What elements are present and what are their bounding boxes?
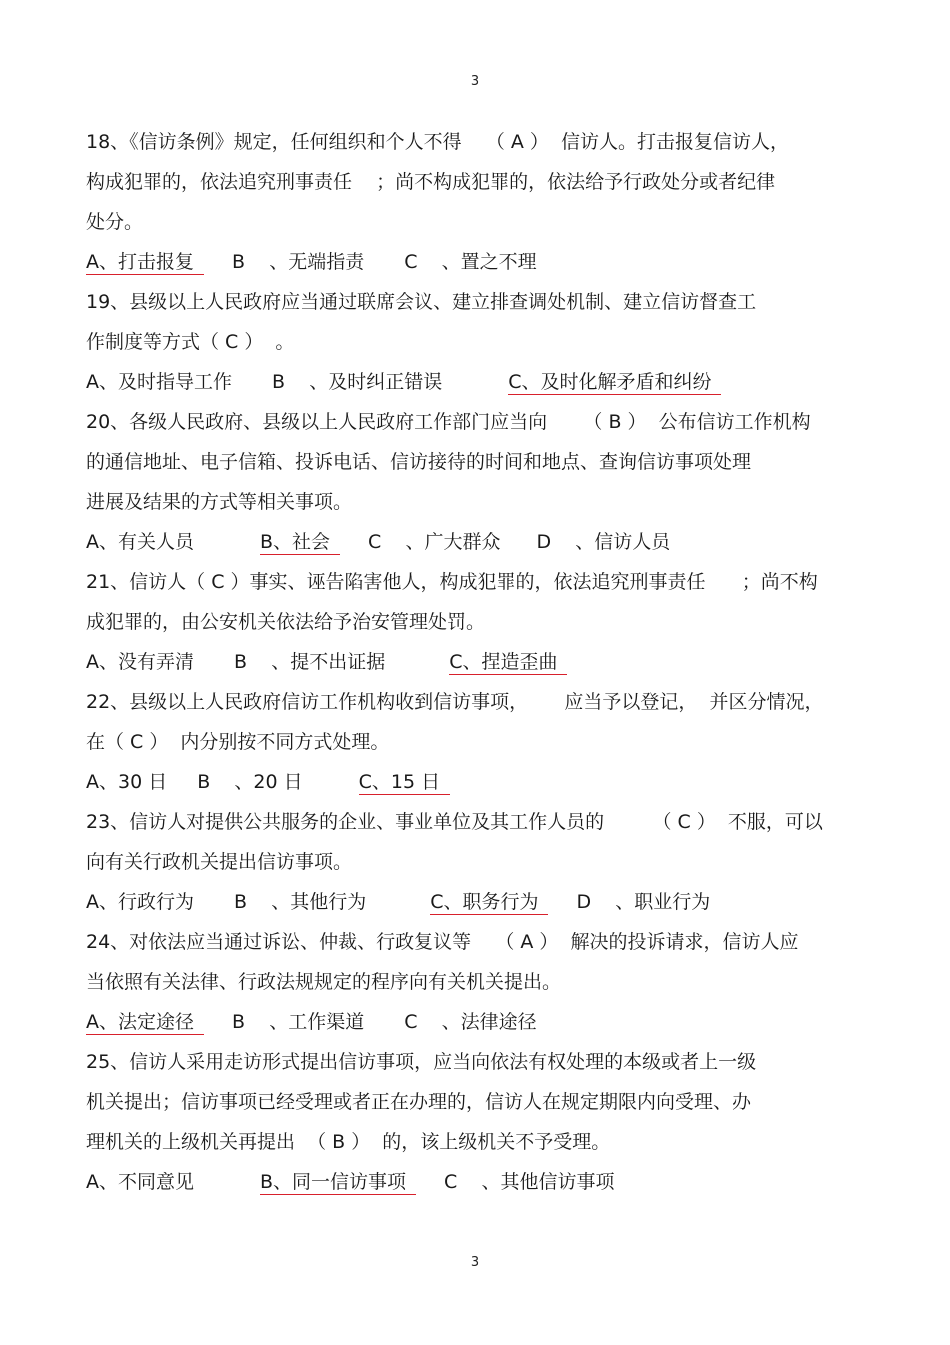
option: A、行政行为 (86, 891, 194, 913)
question-text-line: 19、县级以上人民政府应当通过联席会议、建立排查调处机制、建立信访督查工 (86, 291, 757, 313)
option: D 、信访人员 (536, 531, 671, 553)
question-text-line: 构成犯罪的，依法追究刑事责任 ；尚不构成犯罪的，依法给予行政处分或者纪律 (86, 171, 776, 193)
option: A、有关人员 (86, 531, 194, 553)
page-number-bottom: 3 (470, 1255, 480, 1270)
page-number-top: 3 (470, 74, 480, 89)
option: B 、提不出证据 (234, 651, 386, 673)
option: A、不同意见 (86, 1171, 194, 1193)
question-block (86, 282, 876, 402)
option-correct: C、职务行为 (430, 890, 548, 915)
option: B 、无端指责 (232, 251, 365, 273)
question-text-line: 22、县级以上人民政府信访工作机构收到信访事项， 应当予以登记， 并区分情况， (86, 691, 824, 713)
option: A、没有弄清 (86, 651, 194, 673)
option-correct: C、捏造歪曲 (449, 650, 567, 675)
question-text-line: 成犯罪的，由公安机关依法给予治安管理处罚。 (86, 611, 486, 633)
option-correct: C、15 日 (359, 770, 450, 795)
question-block (86, 402, 876, 562)
question-text-line: 25、信访人采用走访形式提出信访事项，应当向依法有权处理的本级或者上一级 (86, 1051, 757, 1073)
question-text-line: 24、对依法应当通过诉讼、仲裁、行政复议等 （ A ） 解决的投诉请求，信访人应 (86, 931, 799, 953)
question-block (86, 682, 876, 802)
question-text-line: 机关提出；信访事项已经受理或者正在办理的，信访人在规定期限内向受理、办 (86, 1091, 752, 1113)
option: B 、其他行为 (234, 891, 367, 913)
option-correct: B、同一信访事项 (260, 1170, 416, 1195)
option: C 、广大群众 (368, 531, 501, 553)
options-row (86, 362, 876, 402)
option: A、及时指导工作 (86, 371, 232, 393)
options-row (86, 1162, 876, 1202)
option: A、30 日 (86, 771, 168, 793)
option: C 、法律途径 (404, 1011, 537, 1033)
option: C 、其他信访事项 (444, 1171, 615, 1193)
question-text-line: 作制度等方式（ C ） 。 (86, 331, 295, 353)
question-text-line: 18、《信访条例》规定，任何组织和个人不得 （ A ） 信访人。打击报复信访人， (86, 131, 789, 153)
question-text-line: 21、信访人（ C ）事实、诬告陷害他人，构成犯罪的，依法追究刑事责任 ；尚不构 (86, 571, 818, 593)
question-text-line: 的通信地址、电子信箱、投诉电话、信访接待的时间和地点、查询信访事项处理 (86, 451, 752, 473)
option: B 、工作渠道 (232, 1011, 365, 1033)
option: C 、置之不理 (404, 251, 537, 273)
options-row (86, 882, 876, 922)
question-text-line: 向有关行政机关提出信访事项。 (86, 851, 353, 873)
options-row (86, 522, 876, 562)
question-block (86, 802, 876, 922)
question-block (86, 122, 876, 282)
options-row (86, 242, 876, 282)
question-list (86, 122, 876, 1202)
option-correct: A、打击报复 (86, 250, 204, 275)
option-correct: B、社会 (260, 530, 340, 555)
question-text-line: 当依照有关法律、行政法规规定的程序向有关机关提出。 (86, 971, 562, 993)
options-row (86, 1002, 876, 1042)
question-text-line: 理机关的上级机关再提出 （ B ） 的，该上级机关不予受理。 (86, 1131, 611, 1153)
question-block (86, 922, 876, 1042)
options-row (86, 762, 876, 802)
question-text-line: 20、各级人民政府、县级以上人民政府工作部门应当向 （ B ） 公布信访工作机构 (86, 411, 811, 433)
option: B 、及时纠正错误 (272, 371, 443, 393)
option-correct: C、及时化解矛盾和纠纷 (508, 370, 721, 395)
option: B 、20 日 (197, 771, 303, 793)
question-text-line: 在（ C ） 内分别按不同方式处理。 (86, 731, 390, 753)
question-block (86, 1042, 876, 1202)
question-text-line: 23、信访人对提供公共服务的企业、事业单位及其工作人员的 （ C ） 不服，可以 (86, 811, 823, 833)
option: D 、职业行为 (576, 891, 711, 913)
question-text-line: 处分。 (86, 211, 144, 233)
question-block (86, 562, 876, 682)
question-text-line: 进展及结果的方式等相关事项。 (86, 491, 353, 513)
options-row (86, 642, 876, 682)
option-correct: A、法定途径 (86, 1010, 204, 1035)
